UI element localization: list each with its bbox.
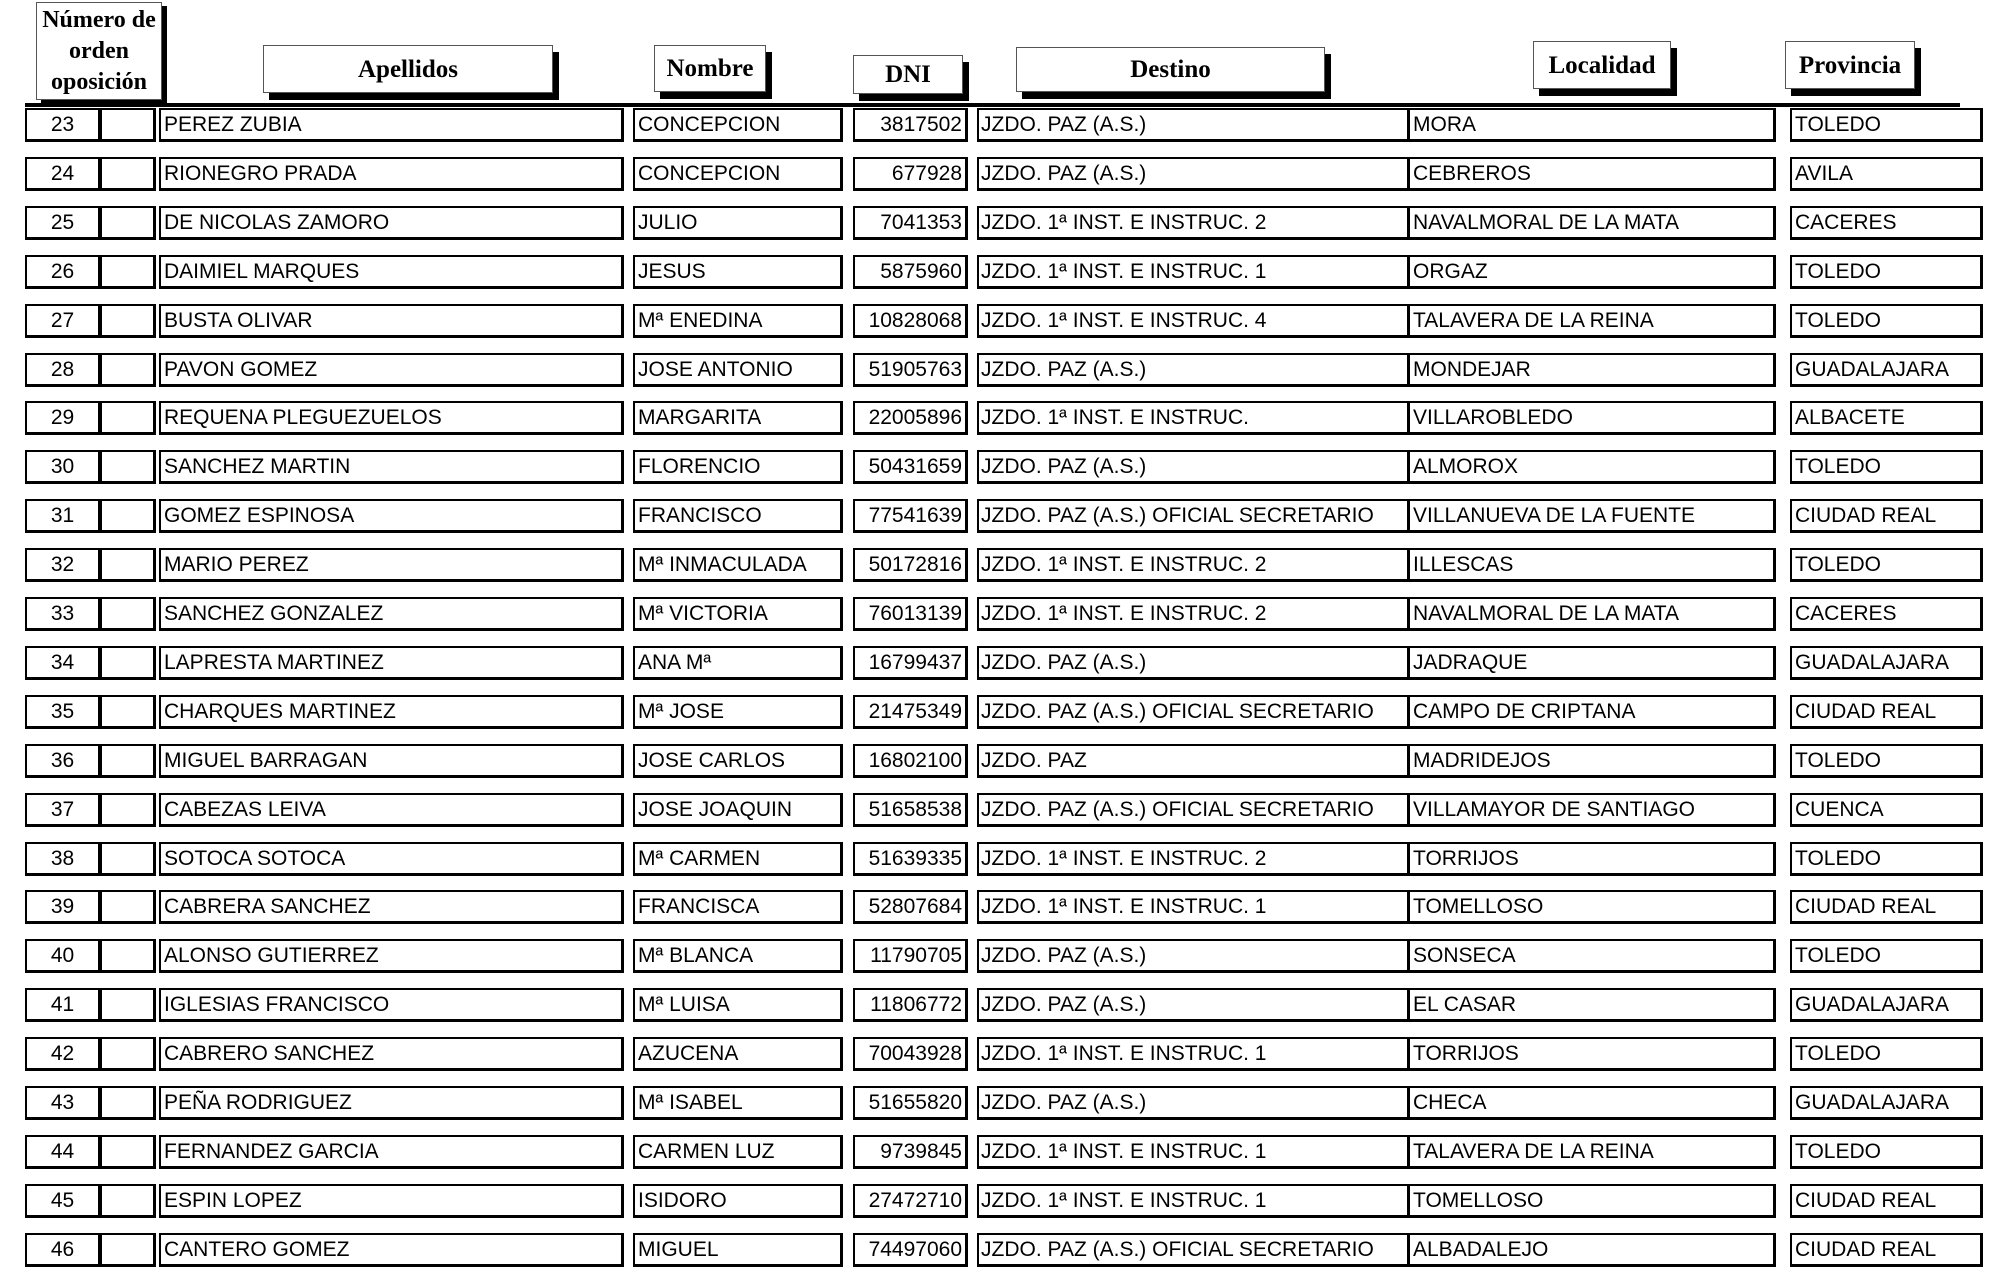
cell-destino: JZDO. 1ª INST. E INSTRUC. 1 bbox=[977, 1135, 1410, 1169]
cell-localidad: VILLAROBLEDO bbox=[1408, 401, 1776, 435]
cell-nombre: Mª JOSE bbox=[633, 695, 843, 729]
cell-destino: JZDO. 1ª INST. E INSTRUC. 2 bbox=[977, 842, 1410, 876]
cell-numero: 40 bbox=[25, 939, 101, 973]
cell-apellidos: PEREZ ZUBIA bbox=[159, 108, 624, 142]
cell-dni: 5875960 bbox=[853, 255, 968, 289]
cell-numero: 38 bbox=[25, 842, 101, 876]
cell-localidad: SONSECA bbox=[1408, 939, 1776, 973]
cell-destino: JZDO. PAZ (A.S.) bbox=[977, 157, 1410, 191]
cell-destino: JZDO. PAZ bbox=[977, 744, 1410, 778]
cell-blank bbox=[100, 1184, 156, 1218]
cell-dni: 22005896 bbox=[853, 401, 968, 435]
cell-destino: JZDO. 1ª INST. E INSTRUC. 4 bbox=[977, 304, 1410, 338]
cell-dni: 51639335 bbox=[853, 842, 968, 876]
cell-numero: 24 bbox=[25, 157, 101, 191]
cell-dni: 16799437 bbox=[853, 646, 968, 680]
cell-destino: JZDO. PAZ (A.S.) OFICIAL SECRETARIO bbox=[977, 793, 1410, 827]
cell-dni: 21475349 bbox=[853, 695, 968, 729]
cell-nombre: CONCEPCION bbox=[633, 108, 843, 142]
header-numero-orden: Número de orden oposición bbox=[36, 2, 162, 100]
cell-nombre: Mª VICTORIA bbox=[633, 597, 843, 631]
cell-nombre: CONCEPCION bbox=[633, 157, 843, 191]
cell-apellidos: CABEZAS LEIVA bbox=[159, 793, 624, 827]
cell-blank bbox=[100, 255, 156, 289]
cell-localidad: JADRAQUE bbox=[1408, 646, 1776, 680]
table-row bbox=[0, 353, 2000, 389]
cell-localidad: CAMPO DE CRIPTANA bbox=[1408, 695, 1776, 729]
cell-destino: JZDO. PAZ (A.S.) OFICIAL SECRETARIO bbox=[977, 1233, 1410, 1267]
table-row bbox=[0, 597, 2000, 633]
cell-blank bbox=[100, 988, 156, 1022]
cell-localidad: MORA bbox=[1408, 108, 1776, 142]
cell-blank bbox=[100, 206, 156, 240]
cell-destino: JZDO. 1ª INST. E INSTRUC. 2 bbox=[977, 206, 1410, 240]
cell-apellidos: ALONSO GUTIERREZ bbox=[159, 939, 624, 973]
cell-dni: 51658538 bbox=[853, 793, 968, 827]
cell-dni: 50172816 bbox=[853, 548, 968, 582]
cell-provincia: TOLEDO bbox=[1790, 450, 1983, 484]
cell-localidad: TORRIJOS bbox=[1408, 842, 1776, 876]
cell-blank bbox=[100, 548, 156, 582]
cell-blank bbox=[100, 1037, 156, 1071]
cell-nombre: Mª ISABEL bbox=[633, 1086, 843, 1120]
table-row bbox=[0, 646, 2000, 682]
cell-apellidos: BUSTA OLIVAR bbox=[159, 304, 624, 338]
header-destino: Destino bbox=[1016, 47, 1325, 92]
cell-blank bbox=[100, 1086, 156, 1120]
cell-apellidos: DE NICOLAS ZAMORO bbox=[159, 206, 624, 240]
cell-numero: 25 bbox=[25, 206, 101, 240]
table-row bbox=[0, 890, 2000, 926]
cell-localidad: TORRIJOS bbox=[1408, 1037, 1776, 1071]
cell-apellidos: MARIO PEREZ bbox=[159, 548, 624, 582]
cell-provincia: TOLEDO bbox=[1790, 108, 1983, 142]
cell-numero: 33 bbox=[25, 597, 101, 631]
cell-blank bbox=[100, 401, 156, 435]
cell-localidad: MONDEJAR bbox=[1408, 353, 1776, 387]
cell-numero: 23 bbox=[25, 108, 101, 142]
cell-nombre: Mª LUISA bbox=[633, 988, 843, 1022]
cell-numero: 36 bbox=[25, 744, 101, 778]
table-row bbox=[0, 499, 2000, 535]
cell-blank bbox=[100, 1135, 156, 1169]
table-row bbox=[0, 842, 2000, 878]
cell-blank bbox=[100, 108, 156, 142]
cell-nombre: JESUS bbox=[633, 255, 843, 289]
cell-numero: 26 bbox=[25, 255, 101, 289]
cell-numero: 28 bbox=[25, 353, 101, 387]
table-row bbox=[0, 1233, 2000, 1269]
cell-localidad: VILLAMAYOR DE SANTIAGO bbox=[1408, 793, 1776, 827]
cell-provincia: CIUDAD REAL bbox=[1790, 1184, 1983, 1218]
cell-nombre: JOSE ANTONIO bbox=[633, 353, 843, 387]
cell-nombre: FLORENCIO bbox=[633, 450, 843, 484]
cell-apellidos: SANCHEZ MARTIN bbox=[159, 450, 624, 484]
cell-apellidos: SANCHEZ GONZALEZ bbox=[159, 597, 624, 631]
cell-numero: 42 bbox=[25, 1037, 101, 1071]
table-row bbox=[0, 450, 2000, 486]
table-row bbox=[0, 744, 2000, 780]
table-row bbox=[0, 1184, 2000, 1220]
cell-localidad: NAVALMORAL DE LA MATA bbox=[1408, 597, 1776, 631]
cell-dni: 50431659 bbox=[853, 450, 968, 484]
cell-apellidos: MIGUEL BARRAGAN bbox=[159, 744, 624, 778]
cell-provincia: TOLEDO bbox=[1790, 1037, 1983, 1071]
cell-dni: 76013139 bbox=[853, 597, 968, 631]
cell-nombre: AZUCENA bbox=[633, 1037, 843, 1071]
cell-localidad: ALBADALEJO bbox=[1408, 1233, 1776, 1267]
cell-localidad: VILLANUEVA DE LA FUENTE bbox=[1408, 499, 1776, 533]
cell-provincia: TOLEDO bbox=[1790, 255, 1983, 289]
header-nombre: Nombre bbox=[654, 45, 766, 92]
cell-localidad: EL CASAR bbox=[1408, 988, 1776, 1022]
cell-localidad: TOMELLOSO bbox=[1408, 890, 1776, 924]
cell-dni: 677928 bbox=[853, 157, 968, 191]
table-row bbox=[0, 695, 2000, 731]
cell-blank bbox=[100, 646, 156, 680]
cell-apellidos: CHARQUES MARTINEZ bbox=[159, 695, 624, 729]
table-row bbox=[0, 988, 2000, 1024]
cell-provincia: TOLEDO bbox=[1790, 744, 1983, 778]
table-row bbox=[0, 157, 2000, 193]
cell-localidad: ALMOROX bbox=[1408, 450, 1776, 484]
cell-nombre: Mª BLANCA bbox=[633, 939, 843, 973]
cell-numero: 29 bbox=[25, 401, 101, 435]
cell-nombre: FRANCISCA bbox=[633, 890, 843, 924]
cell-destino: JZDO. 1ª INST. E INSTRUC. 2 bbox=[977, 548, 1410, 582]
cell-numero: 37 bbox=[25, 793, 101, 827]
cell-apellidos: GOMEZ ESPINOSA bbox=[159, 499, 624, 533]
cell-blank bbox=[100, 1233, 156, 1267]
cell-provincia: CIUDAD REAL bbox=[1790, 695, 1983, 729]
table-row bbox=[0, 1086, 2000, 1122]
header-localidad: Localidad bbox=[1533, 41, 1671, 89]
cell-nombre: CARMEN LUZ bbox=[633, 1135, 843, 1169]
cell-localidad: ILLESCAS bbox=[1408, 548, 1776, 582]
cell-destino: JZDO. PAZ (A.S.) bbox=[977, 646, 1410, 680]
cell-nombre: MARGARITA bbox=[633, 401, 843, 435]
cell-provincia: TOLEDO bbox=[1790, 1135, 1983, 1169]
cell-numero: 45 bbox=[25, 1184, 101, 1218]
cell-destino: JZDO. PAZ (A.S.) bbox=[977, 353, 1410, 387]
cell-localidad: MADRIDEJOS bbox=[1408, 744, 1776, 778]
cell-numero: 46 bbox=[25, 1233, 101, 1267]
cell-dni: 51655820 bbox=[853, 1086, 968, 1120]
cell-localidad: NAVALMORAL DE LA MATA bbox=[1408, 206, 1776, 240]
cell-blank bbox=[100, 353, 156, 387]
cell-numero: 41 bbox=[25, 988, 101, 1022]
cell-provincia: GUADALAJARA bbox=[1790, 988, 1983, 1022]
cell-destino: JZDO. PAZ (A.S.) bbox=[977, 450, 1410, 484]
cell-destino: JZDO. 1ª INST. E INSTRUC. 1 bbox=[977, 1037, 1410, 1071]
header-provincia: Provincia bbox=[1785, 41, 1915, 89]
cell-dni: 16802100 bbox=[853, 744, 968, 778]
cell-nombre: Mª CARMEN bbox=[633, 842, 843, 876]
cell-localidad: CEBREROS bbox=[1408, 157, 1776, 191]
cell-dni: 27472710 bbox=[853, 1184, 968, 1218]
cell-destino: JZDO. PAZ (A.S.) bbox=[977, 108, 1410, 142]
table-row bbox=[0, 255, 2000, 291]
cell-dni: 7041353 bbox=[853, 206, 968, 240]
cell-apellidos: FERNANDEZ GARCIA bbox=[159, 1135, 624, 1169]
cell-dni: 77541639 bbox=[853, 499, 968, 533]
cell-dni: 70043928 bbox=[853, 1037, 968, 1071]
cell-apellidos: CABRERO SANCHEZ bbox=[159, 1037, 624, 1071]
header-dni: DNI bbox=[853, 55, 963, 94]
table-row bbox=[0, 304, 2000, 340]
cell-destino: JZDO. 1ª INST. E INSTRUC. 2 bbox=[977, 597, 1410, 631]
header-apellidos: Apellidos bbox=[263, 45, 553, 93]
table-row bbox=[0, 939, 2000, 975]
cell-nombre: ANA Mª bbox=[633, 646, 843, 680]
cell-apellidos: IGLESIAS FRANCISCO bbox=[159, 988, 624, 1022]
cell-nombre: ISIDORO bbox=[633, 1184, 843, 1218]
cell-provincia: TOLEDO bbox=[1790, 842, 1983, 876]
cell-localidad: TOMELLOSO bbox=[1408, 1184, 1776, 1218]
cell-provincia: TOLEDO bbox=[1790, 304, 1983, 338]
table-row bbox=[0, 401, 2000, 437]
cell-provincia: TOLEDO bbox=[1790, 548, 1983, 582]
cell-provincia: ALBACETE bbox=[1790, 401, 1983, 435]
cell-blank bbox=[100, 890, 156, 924]
cell-provincia: CIUDAD REAL bbox=[1790, 890, 1983, 924]
cell-provincia: CACERES bbox=[1790, 206, 1983, 240]
cell-provincia: TOLEDO bbox=[1790, 939, 1983, 973]
cell-numero: 32 bbox=[25, 548, 101, 582]
cell-destino: JZDO. PAZ (A.S.) OFICIAL SECRETARIO bbox=[977, 499, 1410, 533]
cell-provincia: CUENCA bbox=[1790, 793, 1983, 827]
cell-destino: JZDO. 1ª INST. E INSTRUC. 1 bbox=[977, 890, 1410, 924]
cell-provincia: CIUDAD REAL bbox=[1790, 499, 1983, 533]
cell-apellidos: ESPIN LOPEZ bbox=[159, 1184, 624, 1218]
cell-blank bbox=[100, 793, 156, 827]
cell-provincia: CACERES bbox=[1790, 597, 1983, 631]
cell-blank bbox=[100, 157, 156, 191]
cell-nombre: JULIO bbox=[633, 206, 843, 240]
cell-dni: 11790705 bbox=[853, 939, 968, 973]
cell-blank bbox=[100, 450, 156, 484]
cell-localidad: TALAVERA DE LA REINA bbox=[1408, 1135, 1776, 1169]
cell-numero: 39 bbox=[25, 890, 101, 924]
cell-numero: 27 bbox=[25, 304, 101, 338]
cell-dni: 11806772 bbox=[853, 988, 968, 1022]
cell-localidad: ORGAZ bbox=[1408, 255, 1776, 289]
cell-destino: JZDO. PAZ (A.S.) OFICIAL SECRETARIO bbox=[977, 695, 1410, 729]
cell-blank bbox=[100, 597, 156, 631]
cell-provincia: AVILA bbox=[1790, 157, 1983, 191]
cell-localidad: TALAVERA DE LA REINA bbox=[1408, 304, 1776, 338]
cell-destino: JZDO. PAZ (A.S.) bbox=[977, 1086, 1410, 1120]
table-row bbox=[0, 548, 2000, 584]
cell-numero: 43 bbox=[25, 1086, 101, 1120]
cell-nombre: FRANCISCO bbox=[633, 499, 843, 533]
cell-dni: 52807684 bbox=[853, 890, 968, 924]
cell-apellidos: CABRERA SANCHEZ bbox=[159, 890, 624, 924]
cell-blank bbox=[100, 842, 156, 876]
table-row bbox=[0, 108, 2000, 144]
cell-provincia: GUADALAJARA bbox=[1790, 1086, 1983, 1120]
header-divider bbox=[25, 103, 1960, 107]
cell-blank bbox=[100, 939, 156, 973]
cell-provincia: GUADALAJARA bbox=[1790, 353, 1983, 387]
cell-numero: 30 bbox=[25, 450, 101, 484]
cell-dni: 9739845 bbox=[853, 1135, 968, 1169]
cell-numero: 31 bbox=[25, 499, 101, 533]
cell-dni: 3817502 bbox=[853, 108, 968, 142]
cell-numero: 44 bbox=[25, 1135, 101, 1169]
cell-blank bbox=[100, 744, 156, 778]
cell-apellidos: LAPRESTA MARTINEZ bbox=[159, 646, 624, 680]
cell-destino: JZDO. 1ª INST. E INSTRUC. 1 bbox=[977, 255, 1410, 289]
cell-nombre: Mª INMACULADA bbox=[633, 548, 843, 582]
cell-destino: JZDO. 1ª INST. E INSTRUC. 1 bbox=[977, 1184, 1410, 1218]
cell-apellidos: CANTERO GOMEZ bbox=[159, 1233, 624, 1267]
cell-nombre: JOSE JOAQUIN bbox=[633, 793, 843, 827]
cell-dni: 74497060 bbox=[853, 1233, 968, 1267]
cell-localidad: CHECA bbox=[1408, 1086, 1776, 1120]
table-row bbox=[0, 1135, 2000, 1171]
cell-provincia: GUADALAJARA bbox=[1790, 646, 1983, 680]
cell-destino: JZDO. 1ª INST. E INSTRUC. bbox=[977, 401, 1410, 435]
cell-apellidos: DAIMIEL MARQUES bbox=[159, 255, 624, 289]
table-row bbox=[0, 793, 2000, 829]
cell-blank bbox=[100, 695, 156, 729]
cell-destino: JZDO. PAZ (A.S.) bbox=[977, 939, 1410, 973]
cell-apellidos: RIONEGRO PRADA bbox=[159, 157, 624, 191]
cell-blank bbox=[100, 304, 156, 338]
cell-apellidos: PEÑA RODRIGUEZ bbox=[159, 1086, 624, 1120]
cell-numero: 34 bbox=[25, 646, 101, 680]
cell-destino: JZDO. PAZ (A.S.) bbox=[977, 988, 1410, 1022]
cell-blank bbox=[100, 499, 156, 533]
cell-nombre: Mª ENEDINA bbox=[633, 304, 843, 338]
cell-apellidos: PAVON GOMEZ bbox=[159, 353, 624, 387]
cell-apellidos: REQUENA PLEGUEZUELOS bbox=[159, 401, 624, 435]
cell-provincia: CIUDAD REAL bbox=[1790, 1233, 1983, 1267]
cell-nombre: MIGUEL bbox=[633, 1233, 843, 1267]
table-row bbox=[0, 206, 2000, 242]
cell-dni: 51905763 bbox=[853, 353, 968, 387]
table-row bbox=[0, 1037, 2000, 1073]
cell-dni: 10828068 bbox=[853, 304, 968, 338]
cell-numero: 35 bbox=[25, 695, 101, 729]
cell-apellidos: SOTOCA SOTOCA bbox=[159, 842, 624, 876]
cell-nombre: JOSE CARLOS bbox=[633, 744, 843, 778]
